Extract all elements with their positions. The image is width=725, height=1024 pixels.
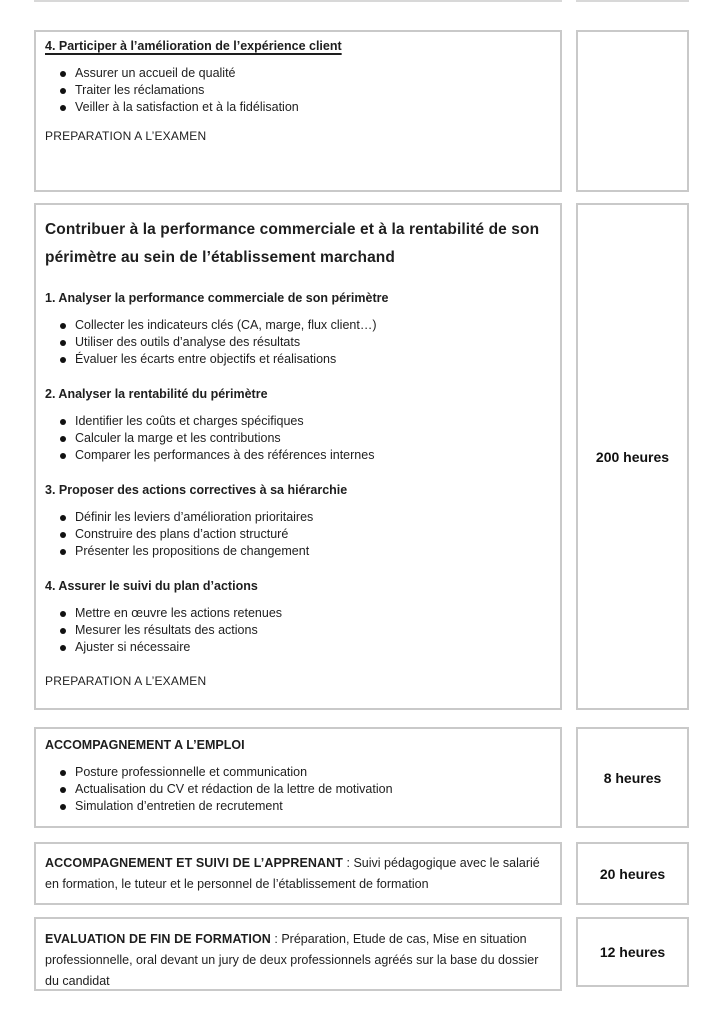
hours-box <box>576 917 689 987</box>
bullet-icon <box>60 323 66 329</box>
list-item <box>45 543 552 560</box>
bullet-icon <box>60 645 66 651</box>
bullet-icon <box>60 532 66 538</box>
bullet-icon <box>60 549 66 555</box>
bullet-list <box>45 605 552 656</box>
section-label: ACCOMPAGNEMENT ET SUIVI DE L’APPRENANT <box>45 856 344 870</box>
bullet-list <box>45 413 552 464</box>
list-item <box>45 447 552 464</box>
bullet-list <box>45 65 552 116</box>
submodule-heading: 2. Analyser la rentabilité du périmètre <box>45 387 268 401</box>
list-item <box>45 639 552 656</box>
module-title: Contribuer à la performance commerciale et à la rentabilité de son périmètre au sein de l’établissement marchand <box>45 221 540 266</box>
submodule-heading: 4. Assurer le suivi du plan d’actions <box>45 579 258 593</box>
bullet-text: Comparer les performances à des références internes <box>75 448 375 462</box>
module-box-accompagnement-emploi <box>34 727 562 828</box>
bullet-text: Évaluer les écarts entre objectifs et réalisations <box>75 352 337 366</box>
bullet-icon <box>60 71 66 77</box>
bullet-text: Assurer un accueil de qualité <box>75 66 236 80</box>
bullet-text: Utiliser des outils d’analyse des résultats <box>75 335 301 349</box>
bullet-icon <box>60 611 66 617</box>
module-paragraph <box>45 853 552 895</box>
list-item <box>45 334 552 351</box>
list-item <box>45 622 552 639</box>
bullet-icon <box>60 357 66 363</box>
submodule-heading: 3. Proposer des actions correctives à sa hiérarchie <box>45 483 348 497</box>
bullet-text: Construire des plans d’action structuré <box>75 527 289 541</box>
hours-box <box>576 842 689 905</box>
cut-row-border-right <box>576 0 689 2</box>
module-heading: 4. Participer à l’amélioration de l’expérience client <box>45 39 342 53</box>
exam-prep-label: PREPARATION A L’EXAMEN <box>45 674 207 688</box>
hours-box <box>576 203 689 710</box>
bullet-text: Actualisation du CV et rédaction de la lettre de motivation <box>75 782 393 796</box>
bullet-text: Mettre en œuvre les actions retenues <box>75 606 283 620</box>
list-item <box>45 317 552 334</box>
module-heading: ACCOMPAGNEMENT A L’EMPLOI <box>45 738 245 752</box>
bullet-text: Identifier les coûts et charges spécifiques <box>75 414 304 428</box>
bullet-icon <box>60 88 66 94</box>
bullet-text: Veiller à la satisfaction et à la fidélisation <box>75 100 299 114</box>
bullet-icon <box>60 804 66 810</box>
bullet-text: Traiter les réclamations <box>75 83 205 97</box>
list-item <box>45 82 552 99</box>
list-item <box>45 65 552 82</box>
bullet-list <box>45 764 552 815</box>
exam-prep-label: PREPARATION A L’EXAMEN <box>45 129 207 143</box>
list-item <box>45 781 552 798</box>
list-item <box>45 798 552 815</box>
module-box-experience-client <box>34 30 562 192</box>
section-description: Préparation, Etude de cas, Mise en situation professionnelle, oral devant un jury de deux professionnels agréés sur la base du dossier du candidat <box>45 932 539 988</box>
bullet-text: Présenter les propositions de changement <box>75 544 310 558</box>
bullet-text: Mesurer les résultats des actions <box>75 623 258 637</box>
bullet-icon <box>60 628 66 634</box>
list-item <box>45 430 552 447</box>
list-item <box>45 526 552 543</box>
bullet-icon <box>60 787 66 793</box>
bullet-icon <box>60 436 66 442</box>
hours-value: 20 heures <box>599 865 666 882</box>
list-item <box>45 351 552 368</box>
bullet-text: Simulation d’entretien de recrutement <box>75 799 283 813</box>
list-item <box>45 99 552 116</box>
module-box-evaluation <box>34 917 562 991</box>
bullet-icon <box>60 419 66 425</box>
list-item <box>45 413 552 430</box>
bullet-icon <box>60 515 66 521</box>
hours-box-empty <box>576 30 689 192</box>
submodule-heading: 1. Analyser la performance commerciale de son périmètre <box>45 291 389 305</box>
bullet-text: Définir les leviers d’amélioration prioritaires <box>75 510 314 524</box>
label-separator: : <box>343 856 354 870</box>
bullet-text: Ajuster si nécessaire <box>75 640 191 654</box>
list-item <box>45 764 552 781</box>
bullet-text: Collecter les indicateurs clés (CA, marge, flux client…) <box>75 318 377 332</box>
bullet-icon <box>60 453 66 459</box>
hours-value: 8 heures <box>603 769 662 786</box>
bullet-text: Calculer la marge et les contributions <box>75 431 281 445</box>
bullet-text: Posture professionnelle et communication <box>75 765 308 779</box>
hours-value: 200 heures <box>595 448 670 465</box>
cut-row-border-left <box>34 0 562 2</box>
hours-value: 12 heures <box>599 944 666 960</box>
bullet-icon <box>60 340 66 346</box>
module-box-accompagnement-suivi <box>34 842 562 905</box>
label-separator: : <box>270 932 282 946</box>
bullet-list <box>45 317 552 368</box>
module-paragraph <box>45 929 552 992</box>
list-item <box>45 605 552 622</box>
bullet-list <box>45 509 552 560</box>
section-label: EVALUATION DE FIN DE FORMATION <box>45 932 271 946</box>
module-box-performance <box>34 203 562 710</box>
hours-box <box>576 727 689 828</box>
bullet-icon <box>60 105 66 111</box>
bullet-icon <box>60 770 66 776</box>
list-item <box>45 509 552 526</box>
section-description: Suivi pédagogique avec le salarié en formation, le tuteur et le personnel de l’établissement de formation <box>45 856 540 891</box>
